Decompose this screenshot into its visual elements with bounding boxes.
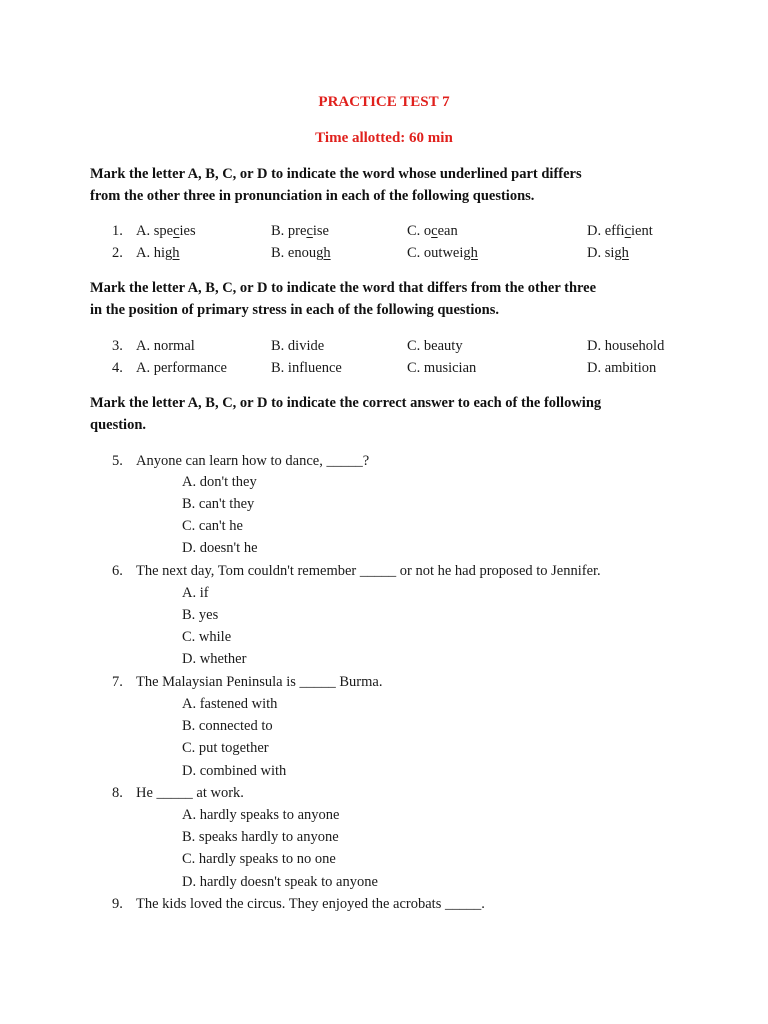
- question-number: 5.: [112, 453, 123, 469]
- question-stem: Anyone can learn how to dance, _____?: [136, 453, 370, 469]
- test-title: PRACTICE TEST 7: [318, 94, 450, 110]
- question-number: 9.: [112, 896, 123, 912]
- option-b: B. connected to: [182, 718, 273, 734]
- option-b: B. divide: [271, 338, 325, 354]
- option-c: C. beauty: [407, 338, 463, 354]
- section1-instruction-line2: from the other three in pronunciation in each of the following questions.: [90, 188, 535, 204]
- section2-instruction-line2: in the position of primary stress in each of the following questions.: [90, 302, 499, 318]
- option-b: B. influence: [271, 360, 342, 376]
- section2-instruction: [90, 277, 680, 321]
- option-d: D. doesn't he: [182, 540, 258, 556]
- question-row-2: [0, 242, 768, 264]
- section3-instruction-line1: Mark the letter A, B, C, or D to indicate the correct answer to each of the following: [90, 395, 602, 411]
- option-c: C. hardly speaks to no one: [182, 851, 336, 867]
- option-d: D. household: [587, 338, 665, 354]
- question-stem: The next day, Tom couldn't remember _____ or not he had proposed to Jennifer.: [136, 563, 601, 579]
- option-c: C. ocean: [407, 223, 458, 239]
- section3-instruction-line2: question.: [90, 417, 147, 433]
- question-stem: He _____ at work.: [136, 785, 244, 801]
- time-allotted: Time allotted: 60 min: [315, 130, 453, 146]
- option-a: A. if: [182, 585, 209, 601]
- option-a: A. fastened with: [182, 696, 278, 712]
- question-row-1: [0, 220, 768, 242]
- question-number: 4.: [112, 360, 123, 376]
- option-b: B. can't they: [182, 496, 255, 512]
- question-stem: The Malaysian Peninsula is _____ Burma.: [136, 674, 383, 690]
- option-a: A. performance: [136, 360, 227, 376]
- option-a: A. high: [136, 245, 180, 261]
- option-d: D. combined with: [182, 763, 287, 779]
- question-number: 6.: [112, 563, 123, 579]
- option-d: D. sigh: [587, 245, 629, 261]
- option-a: A. hardly speaks to anyone: [182, 807, 340, 823]
- question-row-4: [0, 357, 768, 379]
- option-a: A. don't they: [182, 474, 257, 490]
- question-row-3: [0, 335, 768, 357]
- option-c: C. can't he: [182, 518, 243, 534]
- option-b: B. enough: [271, 245, 331, 261]
- section1-instruction: [90, 163, 680, 207]
- option-c: C. put together: [182, 740, 269, 756]
- option-c: C. outweigh: [407, 245, 478, 261]
- option-d: D. ambition: [587, 360, 657, 376]
- option-a: A. normal: [136, 338, 195, 354]
- option-d: D. whether: [182, 651, 247, 667]
- question-stem: The kids loved the circus. They enjoyed the acrobats _____.: [136, 896, 485, 912]
- option-b: B. yes: [182, 607, 219, 623]
- question-number: 1.: [112, 223, 123, 239]
- section3-instruction: [90, 392, 680, 436]
- option-a: A. species: [136, 223, 196, 239]
- option-c: C. while: [182, 629, 232, 645]
- question-number: 8.: [112, 785, 123, 801]
- section2-instruction-line1: Mark the letter A, B, C, or D to indicate the word that differs from the other three: [90, 280, 597, 296]
- question-number: 3.: [112, 338, 123, 354]
- option-b: B. precise: [271, 223, 329, 239]
- question-number: 2.: [112, 245, 123, 261]
- option-d: D. hardly doesn't speak to anyone: [182, 874, 378, 890]
- option-c: C. musician: [407, 360, 477, 376]
- question-number: 7.: [112, 674, 123, 690]
- section1-instruction-line1: Mark the letter A, B, C, or D to indicate the word whose underlined part differs: [90, 166, 582, 182]
- option-d: D. efficient: [587, 223, 653, 239]
- option-b: B. speaks hardly to anyone: [182, 829, 339, 845]
